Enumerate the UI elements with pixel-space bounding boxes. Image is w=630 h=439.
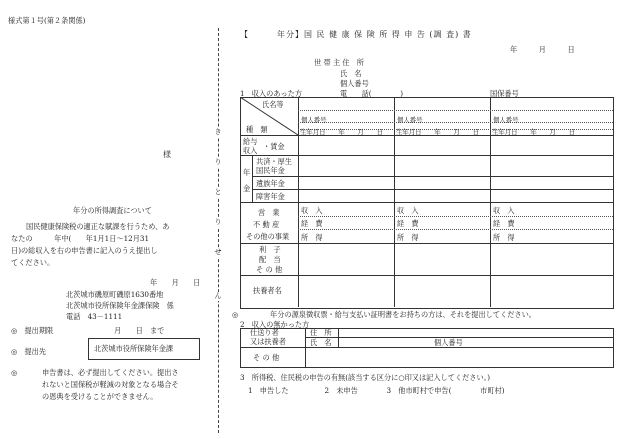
sender-address: 北茨城市磯原町磯原1630番地 bbox=[66, 290, 164, 299]
pension-kokumin: 国民年金 bbox=[256, 166, 285, 175]
p3-expense: 経 費 bbox=[493, 219, 515, 228]
p1-expense: 経 費 bbox=[301, 219, 323, 228]
p3-income: 収 入 bbox=[493, 206, 515, 215]
person1-birth: 生年月日 年 月 日 bbox=[300, 128, 384, 136]
interest-rishi: 利 子 bbox=[259, 245, 281, 254]
section3-label: 3 所得税、住民税の申告の有無(該当する区分に○印又は記入してください。) bbox=[240, 373, 491, 382]
person2-birth: 生年月日 年 月 日 bbox=[396, 128, 480, 136]
pension-izoku: 遺族年金 bbox=[256, 179, 285, 188]
fold-mark-1: き bbox=[214, 128, 222, 136]
interest-other: そ の 他 bbox=[256, 265, 283, 274]
p1-income: 収 入 bbox=[301, 206, 323, 215]
person2-id-label: 個人番号 bbox=[397, 116, 423, 124]
title-bracket: 【 bbox=[240, 30, 249, 39]
salary-label-2: 収入 bbox=[243, 146, 258, 155]
section2-label: 2 収入の無かった方 bbox=[240, 320, 310, 329]
form-title: 年分】国 民 健 康 保 険 所 得 申 告 (調 査) 書 bbox=[277, 30, 472, 39]
person3-birth: 生年月日 年 月 日 bbox=[492, 128, 576, 136]
p3-profit: 所 得 bbox=[493, 233, 515, 242]
support-table bbox=[240, 328, 614, 368]
fold-mark-5: せ bbox=[214, 248, 222, 256]
salary-label: 給与 bbox=[243, 137, 258, 146]
notice-line-3: の恩典を受けることができません。 bbox=[42, 392, 158, 401]
right-date: 年 月 日 bbox=[510, 45, 575, 54]
left-body-1: 国民健康保険税の適正な賦課を行うため、あ bbox=[26, 222, 170, 231]
head-id-label: 個人番号 bbox=[340, 79, 369, 88]
pension-kyosai: 共済・厚生 bbox=[256, 157, 292, 166]
section1-label: 1 収入のあった方 bbox=[240, 89, 303, 98]
fold-mark-3: と bbox=[214, 188, 222, 196]
notice-line-2: れないと国保税が軽減の対象となる場合そ bbox=[42, 380, 179, 389]
sender-office: 北茨城市役所保険年金課保険 係 bbox=[66, 301, 174, 310]
support-id: 個人番号 bbox=[434, 338, 463, 347]
support-label-1: 仕送り者 bbox=[250, 328, 279, 337]
pension-shogai: 障害年金 bbox=[256, 192, 285, 201]
support-label-2: 又は扶養者 bbox=[250, 337, 286, 346]
submit-box bbox=[88, 338, 200, 360]
left-body-4: てください。 bbox=[11, 258, 55, 267]
section3-options: 1 申告した 2 未申告 3 他市町村で申告( 市町村) bbox=[248, 386, 505, 395]
pension-group-label-2: 金 bbox=[243, 184, 251, 193]
business-fudosan: 不 動 産 bbox=[253, 220, 280, 229]
deadline-value: 月 日 まで bbox=[114, 326, 165, 335]
head-phone-label: 電 話( ) bbox=[340, 89, 404, 98]
dependents-label: 扶養者名 bbox=[253, 286, 282, 295]
col-name-label: 氏名等 bbox=[262, 100, 284, 109]
support-address: 住 所 bbox=[310, 328, 332, 337]
support-other: そ の 他 bbox=[253, 353, 280, 362]
p2-expense: 経 費 bbox=[397, 219, 419, 228]
left-body-2: なたの 年中( 年1月1日〜12月31 bbox=[11, 234, 150, 243]
notice-mark: ◎ bbox=[11, 368, 18, 377]
left-body-3: 日)の総収入を右の申告書に記入のうえ提出し bbox=[11, 246, 158, 255]
p1-profit: 所 得 bbox=[301, 233, 323, 242]
business-eigyo: 営 業 bbox=[258, 208, 280, 217]
support-name: 氏 名 bbox=[310, 338, 332, 347]
kind-label: 種 類 bbox=[246, 125, 268, 134]
note-text: 年分の源泉徴収票・給与支払い証明書をお持ちの方は、それを提出してください。 bbox=[270, 310, 536, 319]
p2-profit: 所 得 bbox=[397, 233, 419, 242]
cut-line bbox=[218, 28, 219, 433]
form-number: 様式第１号(第２条関係) bbox=[8, 16, 86, 25]
sender-phone: 電話 43－1111 bbox=[66, 312, 123, 321]
head-address-label: 世 帯 主 住 所 bbox=[314, 58, 364, 67]
pension-group-label: 年 bbox=[243, 168, 251, 177]
fold-mark-2: り bbox=[214, 158, 222, 166]
person3-id-label: 個人番号 bbox=[493, 116, 519, 124]
interest-haito: 配 当 bbox=[259, 255, 281, 264]
fold-mark-4: り bbox=[214, 218, 222, 226]
submit-label: ◎ 提出先 bbox=[11, 347, 47, 356]
notice-line-1: 申告書は、必ず提出してください。提出さ bbox=[42, 368, 179, 377]
business-other: その他の事業 bbox=[246, 232, 290, 241]
addressee-suffix: 様 bbox=[163, 150, 171, 159]
head-name-label: 氏 名 bbox=[340, 69, 362, 78]
left-date: 年 月 日 bbox=[150, 278, 201, 287]
p2-income: 収 入 bbox=[397, 206, 419, 215]
person1-id-label: 個人番号 bbox=[301, 116, 327, 124]
insurance-no-label: 国保番号 bbox=[490, 89, 519, 98]
left-heading: 年分の所得調査について bbox=[73, 206, 152, 215]
fold-mark-6: ん bbox=[214, 292, 222, 300]
submit-value: 北茨城市役所保険年金課 bbox=[94, 344, 174, 353]
note-mark: ◎ bbox=[232, 310, 239, 319]
deadline-label: ◎ 提出期限 bbox=[11, 326, 54, 335]
salary-suffix: ・賃金 bbox=[263, 142, 285, 151]
